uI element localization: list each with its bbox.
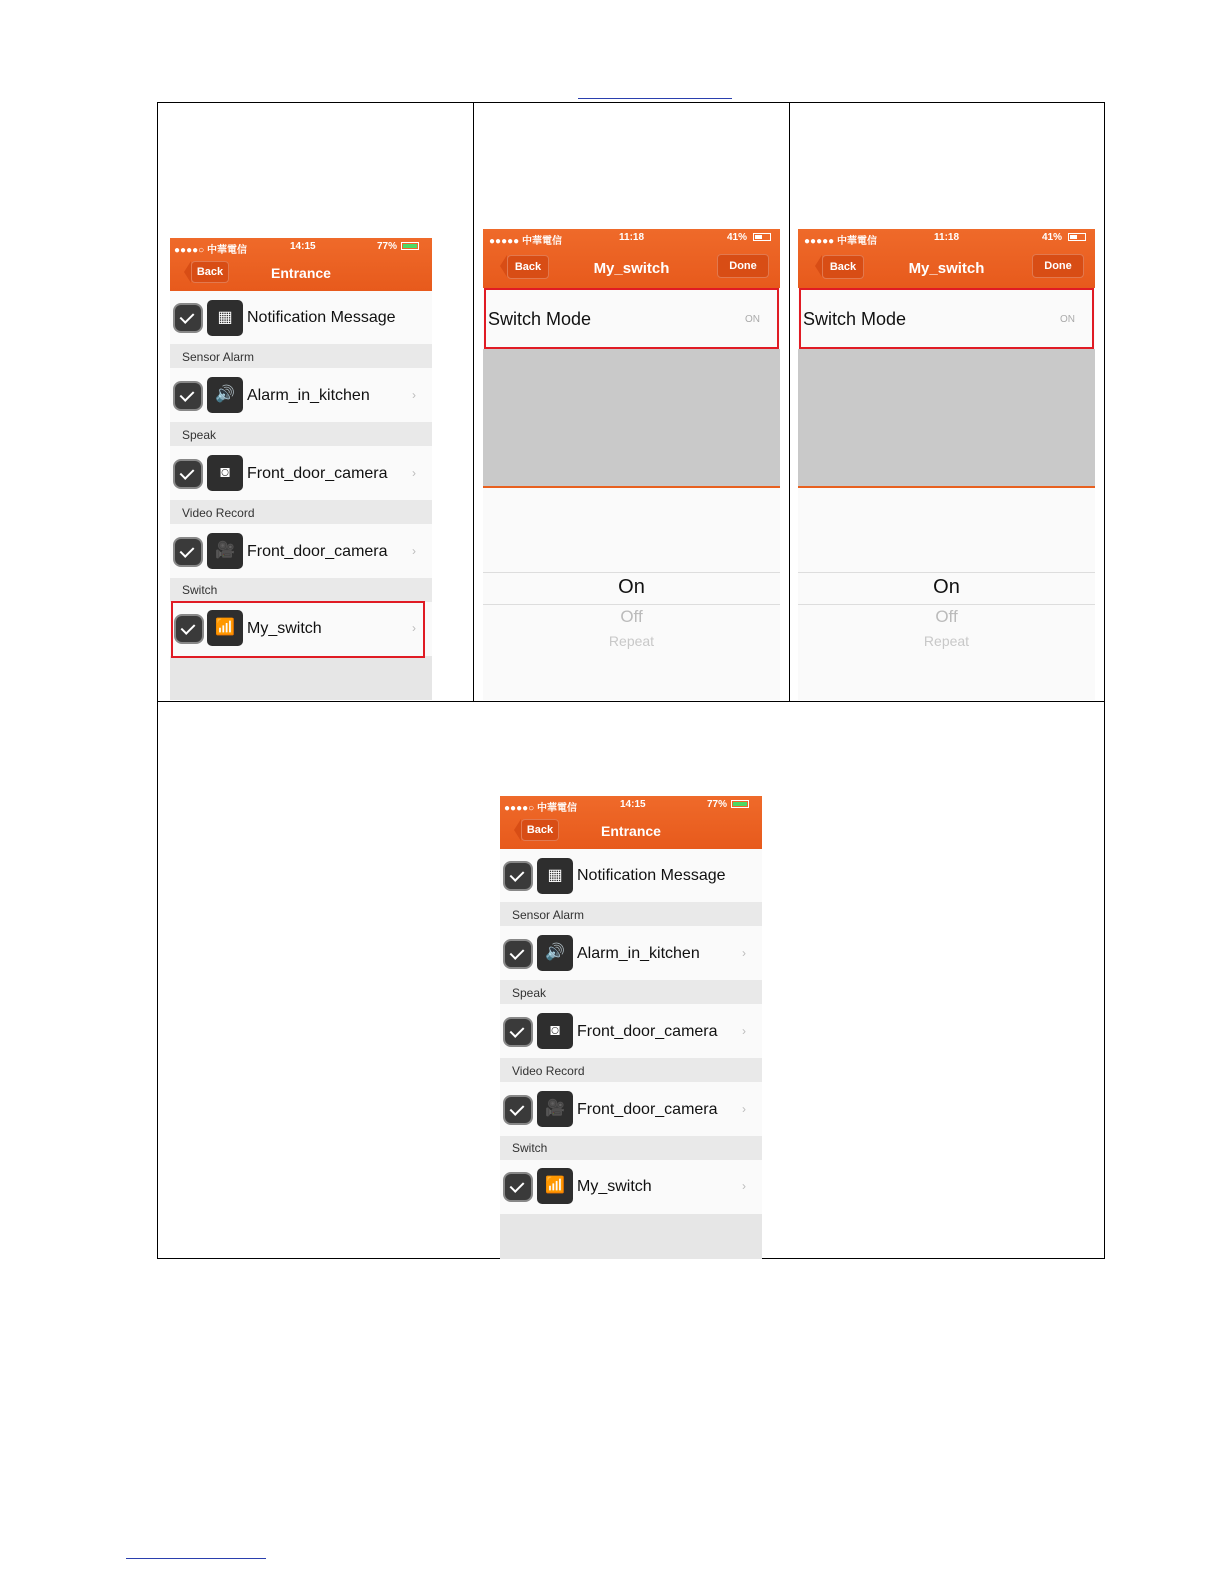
list-item-label: Alarm_in_kitchen (247, 387, 370, 404)
nav-bar (798, 229, 1095, 288)
switch-mode-value: ON (1060, 314, 1075, 325)
list-item[interactable] (500, 1004, 762, 1058)
time-label: 14:15 (290, 241, 316, 252)
loudspeaker-box-icon: ◙ (537, 1013, 573, 1049)
switch-mode-value: ON (745, 314, 760, 325)
checkbox-checked-icon[interactable] (505, 863, 531, 889)
picker-option-selected[interactable]: On (618, 576, 645, 598)
picker-selection-line (798, 572, 1095, 573)
list-item-label: Front_door_camera (247, 543, 388, 560)
battery-icon (1068, 233, 1086, 241)
time-label: 11:18 (934, 232, 960, 243)
time-label: 14:15 (620, 799, 646, 810)
section-header: Speak (500, 980, 762, 1004)
checkbox-checked-icon[interactable] (175, 383, 201, 409)
carrier-label: ●●●●● 中華電信 (489, 236, 562, 247)
section-header: Switch (500, 1136, 762, 1160)
battery-label: 41% (727, 232, 748, 243)
status-bar (170, 238, 432, 254)
list-item[interactable] (170, 446, 432, 500)
picker-selection-line (483, 604, 780, 605)
picker-option[interactable]: Off (935, 607, 958, 626)
picker-option-selected[interactable]: On (933, 576, 960, 598)
section-header: Speak (170, 422, 432, 446)
list-item-label: Alarm_in_kitchen (577, 945, 700, 962)
list-footer (500, 1214, 762, 1259)
highlight-box (171, 601, 425, 658)
back-button[interactable]: Back (521, 819, 559, 841)
checkbox-checked-icon[interactable] (505, 1174, 531, 1200)
picker-top-border (798, 486, 1095, 488)
battery-label: 41% (1042, 232, 1063, 243)
chevron-right-icon: › (742, 1024, 746, 1038)
section-header: Sensor Alarm (170, 344, 432, 368)
battery-label: 77% (707, 799, 728, 810)
done-button[interactable]: Done (717, 254, 769, 278)
switch-screen (798, 229, 1095, 700)
notification-row[interactable] (170, 291, 432, 344)
carrier-label: ●●●●○ 中華電信 (174, 245, 247, 256)
battery-icon (753, 233, 771, 241)
notification-row[interactable] (500, 849, 762, 902)
list-item[interactable] (500, 1082, 762, 1136)
dimmed-overlay (798, 349, 1095, 486)
video-camera-icon: 🎥 (207, 533, 243, 569)
switch-mode-label: Switch Mode (803, 309, 907, 329)
section-header: Sensor Alarm (500, 902, 762, 926)
chevron-right-icon: › (412, 621, 416, 635)
table-divider (473, 102, 474, 701)
list-item[interactable] (170, 368, 432, 422)
list-item-label: My_switch (247, 620, 322, 637)
picker-top-border (483, 486, 780, 488)
list-item-label: My_switch (577, 1178, 652, 1195)
status-bar (500, 796, 762, 812)
checkbox-checked-icon[interactable] (175, 539, 201, 565)
notification-label: Notification Message (247, 309, 396, 326)
picker-selection-line (798, 604, 1095, 605)
footer-link-underline (126, 1558, 266, 1559)
speaker-icon: 🔊 (537, 935, 573, 971)
nav-bar (483, 229, 780, 288)
chevron-right-icon: › (742, 1102, 746, 1116)
notification-label: Notification Message (577, 867, 726, 884)
list-item-label: Front_door_camera (247, 465, 388, 482)
list-item-label: Front_door_camera (577, 1023, 718, 1040)
picker-option[interactable]: Repeat (923, 633, 970, 649)
list-item[interactable] (500, 1160, 762, 1214)
highlight-box (799, 288, 1094, 349)
list-item[interactable] (170, 524, 432, 578)
picker-option[interactable]: Off (620, 607, 643, 626)
switch-mode-label: Switch Mode (488, 309, 592, 329)
time-label: 11:18 (619, 232, 645, 243)
chevron-right-icon: › (412, 544, 416, 558)
section-header: Video Record (500, 1058, 762, 1082)
done-button[interactable]: Done (1032, 254, 1084, 278)
wireless-router-icon: 📶 (537, 1168, 573, 1204)
status-bar (483, 229, 780, 245)
page-title: My_switch (908, 260, 985, 277)
header-link-underline (578, 98, 732, 99)
battery-icon (731, 800, 749, 808)
list-item-label: Front_door_camera (577, 1101, 718, 1118)
dimmed-overlay (483, 349, 780, 486)
checkbox-checked-icon[interactable] (175, 461, 201, 487)
table-divider (789, 102, 790, 701)
carrier-label: ●●●●● 中華電信 (804, 236, 877, 247)
chevron-right-icon: › (742, 946, 746, 960)
page-title: My_switch (593, 260, 670, 277)
checkbox-checked-icon[interactable] (505, 1019, 531, 1045)
entrance-screen (500, 796, 762, 1259)
grid-icon: ▦ (207, 300, 243, 336)
page-title: Entrance (271, 265, 331, 281)
checkbox-checked-icon[interactable] (175, 305, 201, 331)
chevron-right-icon: › (742, 1179, 746, 1193)
section-header: Video Record (170, 500, 432, 524)
list-footer (170, 656, 432, 700)
wireless-router-icon: 📶 (207, 610, 243, 646)
page-title: Entrance (601, 823, 661, 839)
picker-selection-line (483, 572, 780, 573)
entrance-screen (170, 238, 432, 700)
checkbox-checked-icon[interactable] (505, 941, 531, 967)
section-header: Switch (170, 578, 432, 602)
grid-icon: ▦ (537, 858, 573, 894)
list-item[interactable] (500, 926, 762, 980)
nav-bar (170, 238, 432, 291)
battery-icon (401, 242, 419, 250)
checkbox-checked-icon[interactable] (505, 1097, 531, 1123)
video-camera-icon: 🎥 (537, 1091, 573, 1127)
back-button[interactable]: Back (507, 255, 549, 279)
picker-option[interactable]: Repeat (608, 633, 655, 649)
nav-bar (500, 796, 762, 849)
table-divider (157, 701, 1105, 702)
battery-label: 77% (377, 241, 398, 252)
back-button[interactable]: Back (822, 255, 864, 279)
speaker-icon: 🔊 (207, 377, 243, 413)
carrier-label: ●●●●○ 中華電信 (504, 803, 577, 814)
back-button[interactable]: Back (191, 261, 229, 283)
switch-screen (483, 229, 780, 700)
chevron-right-icon: › (412, 466, 416, 480)
status-bar (798, 229, 1095, 245)
loudspeaker-box-icon: ◙ (207, 455, 243, 491)
highlight-box (484, 288, 779, 349)
chevron-right-icon: › (412, 388, 416, 402)
